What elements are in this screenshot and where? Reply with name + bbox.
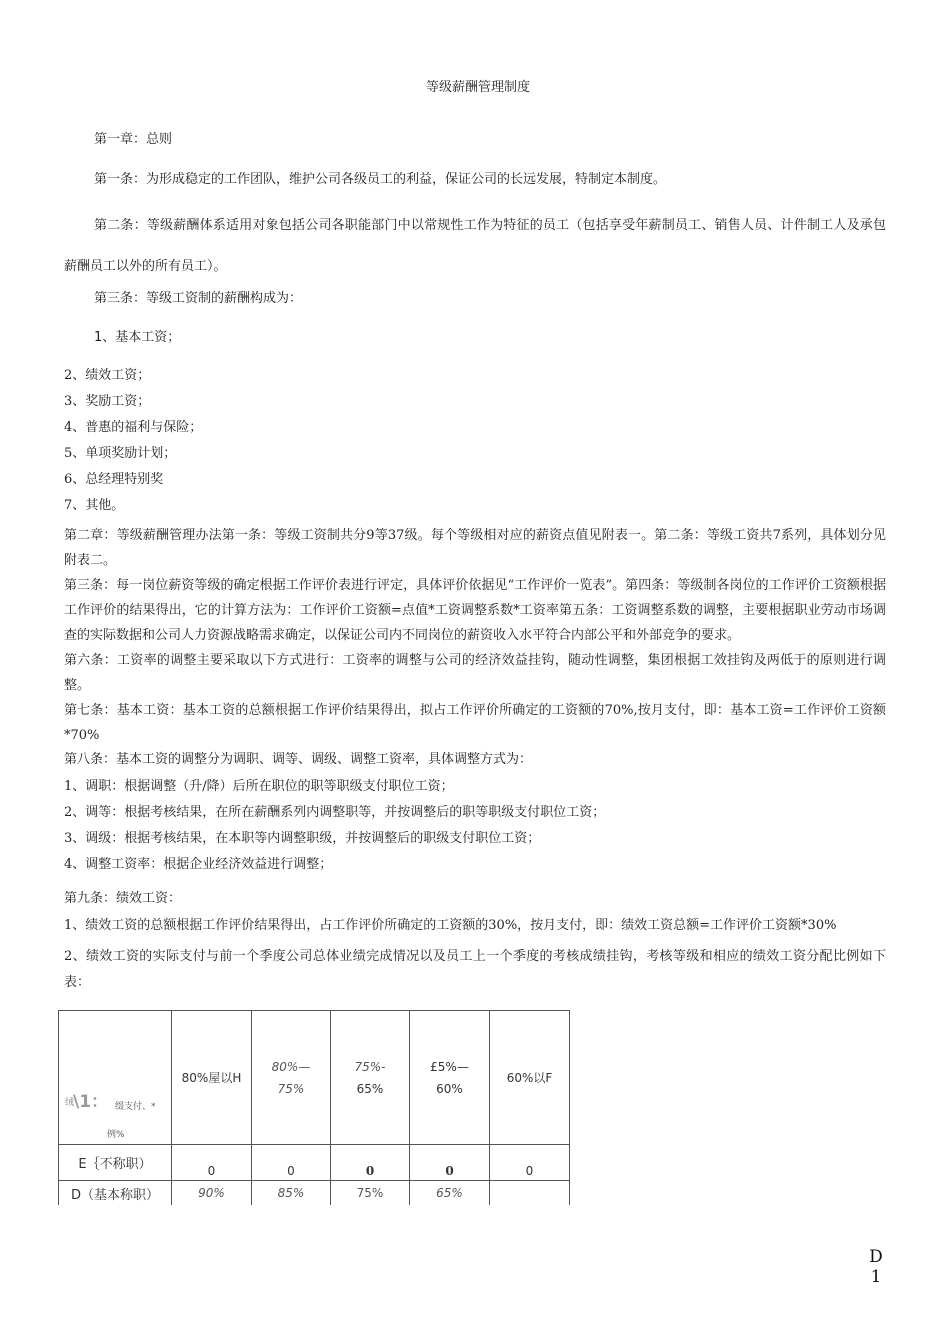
table-cell: 85%	[252, 1181, 331, 1206]
table-header-row	[59, 1011, 570, 1145]
chapter-1-heading: 第一章：总则	[94, 132, 173, 147]
grade-label: E｛不称职）	[59, 1145, 172, 1181]
table-header-cell	[410, 1011, 490, 1145]
corner-text-d: 例%	[107, 1130, 125, 1140]
header-text: 75%	[277, 1081, 305, 1096]
table-header-cell	[490, 1011, 570, 1145]
header-text: 80%—	[271, 1059, 311, 1074]
comp-item-2: 2、绩效工资；	[64, 368, 151, 383]
article-6-paragraph: 第六条：工资率的调整主要采取以下方式进行：工资率的调整与公司的经济效益挂钩，随动性调整，集团根据工效挂钩及两低于的原则进行调整。	[64, 653, 886, 693]
table-header-cell	[252, 1011, 331, 1145]
table-cell: 0	[410, 1145, 490, 1181]
comp-item-5: 5、单项奖励计划；	[64, 446, 177, 461]
header-text: 65%	[356, 1081, 384, 1096]
page-mark-letter: D	[869, 1247, 883, 1267]
comp-item-4: 4、普惠的福利与保险；	[64, 420, 203, 435]
header-text: 80%屋以H	[181, 1071, 242, 1085]
article-3: 第三条：等级工资制的薪酬构成为：	[94, 291, 303, 306]
table-cell: 90%	[172, 1181, 252, 1206]
article-8: 第八条：基本工资的调整分为调职、调等、调级、调整工资率，具体调整方式为：	[64, 752, 533, 767]
corner-text-a: 绒	[65, 1098, 75, 1108]
comp-item-3: 3、奖励工资；	[64, 394, 151, 409]
table-cell: 65%	[410, 1181, 490, 1206]
header-text: 60%以F	[506, 1071, 553, 1085]
article-7-paragraph: 第七条：基本工资：基本工资的总额根据工作评价结果得出，拟占工作评价所确定的工资额的70%,按月支付，即：基本工资=工作评价工资额*70%	[64, 703, 886, 743]
table-header-cell	[331, 1011, 410, 1145]
adjust-item-4: 4、调整工资率：根据企业经济效益进行调整；	[64, 857, 333, 872]
table-header-cell	[172, 1011, 252, 1145]
corner-text-c: 缀支付、*	[115, 1102, 156, 1112]
grade-label: D（基本称职）	[59, 1181, 172, 1206]
performance-grade-table	[58, 1010, 570, 1205]
corner-text-b: \1：	[73, 1092, 109, 1112]
table-row	[59, 1181, 570, 1206]
adjust-item-2: 2、调等：根据考核结果，在所在薪酬系列内调整职等，并按调整后的职等职级支付职位工资；	[64, 805, 606, 820]
comp-item-1: 1、基本工资；	[94, 330, 181, 345]
adjust-item-1: 1、调职：根据调整（升/降）后所在职位的职等职级支付职位工资；	[64, 779, 454, 794]
comp-item-7: 7、其他。	[64, 498, 125, 513]
header-text: 60%	[436, 1081, 463, 1096]
table-cell: 75%	[331, 1181, 410, 1206]
comp-item-6: 6、总经理特别奖	[64, 472, 164, 487]
table-cell: 0	[490, 1145, 570, 1181]
table-corner-cell	[59, 1011, 172, 1145]
table-cell	[490, 1181, 570, 1206]
article-2: 第二条：等级薪酬体系适用对象包括公司各职能部门中以常规性工作为特征的员工（包括享受年薪制员工、销售人员、计件制工人及承包薪酬员工以外的所有员工）。	[64, 218, 886, 274]
performance-item-2: 2、绩效工资的实际支付与前一个季度公司总体业绩完成情况以及员工上一个季度的考核成绩挂钩，考核等级和相应的绩效工资分配比例如下表：	[64, 949, 886, 990]
performance-item-1: 1、绩效工资的总额根据工作评价结果得出，占工作评价所确定的工资额的30%，按月支付，即：绩效工资总额=工作评价工资额*30%	[64, 918, 837, 933]
article-1: 第一条：为形成稳定的工作团队，维护公司各级员工的利益，保证公司的长远发展，特制定本制度。	[94, 172, 667, 187]
article-9: 第九条：绩效工资：	[64, 891, 182, 906]
chapter-2-paragraph: 第二章：等级薪酬管理办法第一条：等级工资制共分9等37级。每个等级相对应的薪资点值见附表一。第二条：等级工资共7系列，具体划分见附表二。	[64, 528, 886, 568]
article-3-5-paragraph: 第三条：每一岗位薪资等级的确定根据工作评价表进行评定，具体评价依据见“工作评价一览表”。第四条：等级制各岗位的工作评价工资额根据工作评价的结果得出，它的计算方法为：工作评价工资额=点值*工资调整系数*工资率第五条：工资调整系数的调整，主要根据职业劳动市场调查的实际数据和公司人力资源战略需求确定，以保证公司内不同岗位的薪资收入水平符合内部公平和外部竞争的要求。	[64, 578, 886, 643]
header-text: £5%—	[430, 1059, 469, 1074]
table-cell: 0	[252, 1145, 331, 1181]
table-cell: 0	[331, 1145, 410, 1181]
table-row	[59, 1145, 570, 1181]
header-text: 75%-	[354, 1059, 386, 1074]
adjust-item-3: 3、调级：根据考核结果，在本职等内调整职级，并按调整后的职级支付职位工资；	[64, 831, 541, 846]
document-title: 等级薪酬管理制度	[425, 80, 530, 95]
page-number: 1	[870, 1267, 882, 1287]
table-cell: 0	[172, 1145, 252, 1181]
